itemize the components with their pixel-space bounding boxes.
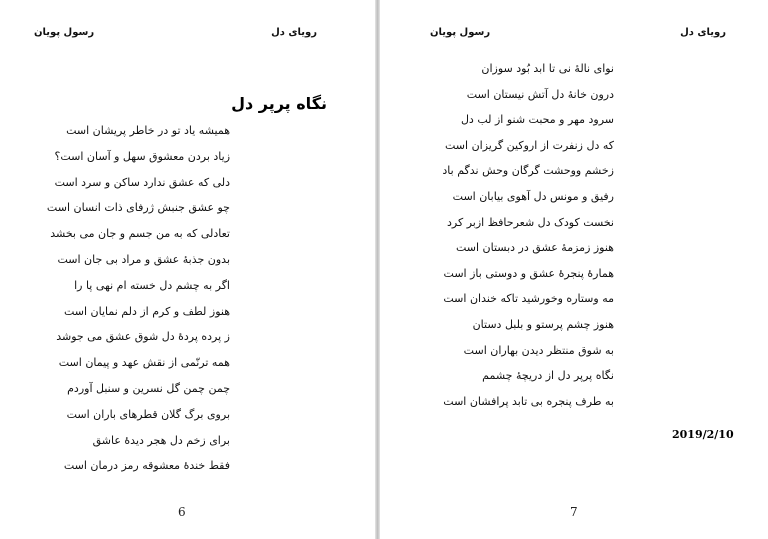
poem-line: چمن چمن گل نسرین و سنبل آوردم (67, 381, 230, 395)
poem-line: تعادلی که به من جسم و جان می بخشد (50, 227, 230, 241)
page-number: 6 (178, 505, 186, 519)
poem-date: 2019/2/10 (672, 428, 734, 441)
poem-line: نخست کودک دل شعرحافظ ازبر کرد (447, 215, 614, 229)
right-page (380, 0, 768, 539)
poem-lines-right (442, 62, 614, 420)
poem-line: هنوز زمزمهٔ عشق در دبستان است (455, 241, 614, 255)
poem-line: مه وستاره وخورشید تاکه خندان است (443, 292, 614, 306)
poem-line: اگر به چشم دل خسته ام نهی پا را (74, 278, 230, 292)
poem-line: زخشم ووحشت گرگان وحش ندگم باد (442, 164, 614, 178)
poem-line: هنوز لطف و کرم از دلم نمایان است (63, 304, 230, 318)
author-header: رسول پویان (430, 27, 491, 38)
poem-line: بدون جذبهٔ عشق و مراد بی جان است (57, 252, 230, 266)
page-number: 7 (570, 505, 578, 519)
poem-line: ز پرده پردهٔ دل شوق عشق می جوشد (56, 330, 230, 344)
book-title-header: رویای دل (680, 27, 726, 38)
poem-line: هنوز چشم پرستو و بلبل دستان (472, 317, 614, 331)
poem-line: که دل زنفرت از اروکین گریزان است (445, 138, 614, 152)
poem-line: همه ترنّمی از نقش عهد و پیمان است (58, 356, 230, 370)
poem-line: همارهٔ پنجرهٔ عشق و دوستی باز است (443, 266, 614, 280)
poem-line: نوای نالهٔ نی تا ابد بُود سوزان (481, 62, 614, 75)
poem-line: درون خانهٔ دل آتش نیستان است (466, 87, 614, 101)
book-title-header: رویای دل (271, 27, 317, 38)
poem-lines-left (47, 124, 230, 485)
poem-line: همیشه یاد تو در خاطر پریشان است (66, 124, 230, 137)
poem-title: نگاه پرپر دل (231, 94, 327, 113)
poem-line: به طرف پنجره بی تابد پرافشان است (443, 394, 614, 408)
poem-line: زیاد بردن معشوق سهل و آسان است؟ (54, 149, 230, 163)
poem-line: سرود مهر و محبت شنو از لب دل (460, 113, 614, 127)
poem-line: برای زخم دل هجر دیدهٔ عاشق (92, 433, 230, 447)
poem-line: دلی که عشق ندارد ساکن و سرد است (54, 175, 230, 189)
poem-line: نگاه پرپر دل از دریچهٔ چشمم (482, 369, 614, 383)
poem-line: بروی برگ گلان قطرهای باران است (66, 407, 230, 421)
poem-line: فقط خندهٔ معشوقه رمز درمان است (63, 459, 230, 473)
poem-line: چو عشق جنبش ژرفای ذات انسان است (46, 201, 230, 215)
author-header: رسول پویان (34, 27, 95, 38)
poem-line: به شوق منتظر دیدن بهاران است (463, 343, 614, 357)
poem-line: رفیق و مونس دل آهوی بیابان است (452, 189, 614, 203)
left-page (0, 0, 375, 539)
